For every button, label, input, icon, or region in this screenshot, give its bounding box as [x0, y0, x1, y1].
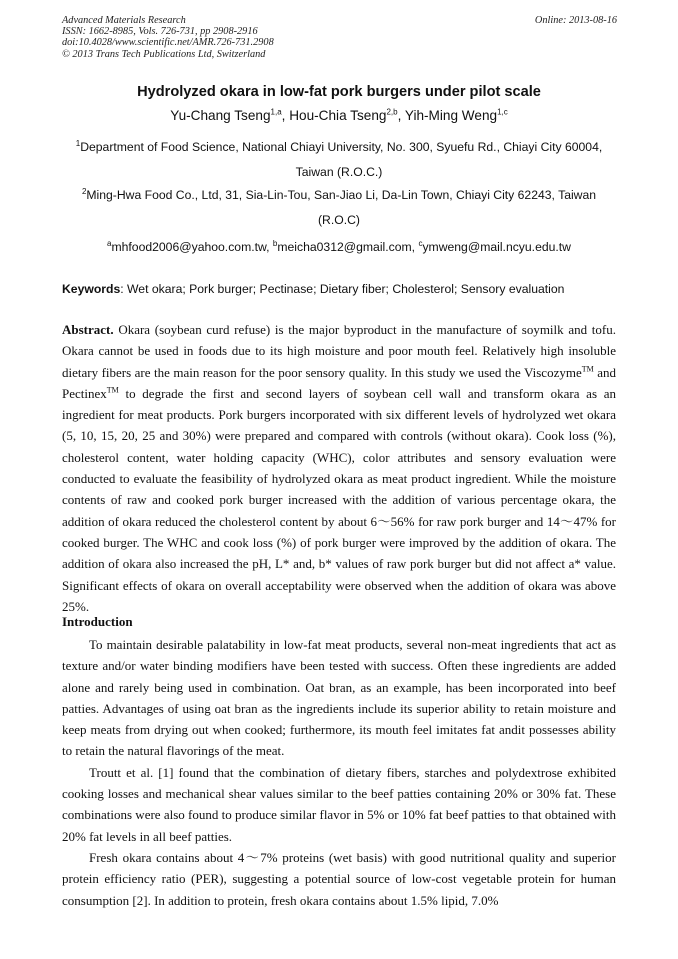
keywords-text: : Wet okara; Pork burger; Pectinase; Dietary fiber; Cholesterol; Sensory evaluation	[120, 282, 565, 296]
trademark-superscript: TM	[106, 385, 119, 395]
journal-name: Advanced Materials Research	[62, 15, 186, 26]
email-address: ymweng@mail.ncyu.edu.tw	[422, 240, 571, 254]
issn-line: ISSN: 1662-8985, Vols. 726-731, pp 2908-2916	[62, 26, 258, 38]
abstract-text: to degrade the first and second layers of soybean cell wall and transform okara as an ingredient for meat products. Pork burgers incorporated with six different levels of hydrolyzed wet okara (5, 10, 15, 20, 25 and 30%) were prepared and compared with controls (without okara). Cook loss (%), cholesterol content, water holding capacity (WHC), color attributes and sensory evaluation were conducted to evaluate the feasibility of hydrolyzed okara as meat product ingredient. While the moisture contents of raw and cooked pork burger increased with the addition of various percentage okara, the addition of okara reduced the cholesterol content by about 6～56% for raw pork burger and 14～47% for cooked burger. The WHC and cook loss (%) of pork burger were improved by the addition of okara. The addition of okara also increased the pH, L* and, b* values of raw pork burger but did not affect a* value. Significant effects of okara on overall acceptability were observed when the addition of okara was above 25%.	[62, 385, 616, 614]
introduction-paragraph: Troutt et al. [1] found that the combination of dietary fibers, starches and polydextrose exhibited cooking losses and mechanical shear values similar to the beef patties containing 20% or 30% fat. These combinations were also found to produce similar flavor in 5% or 10% fat beef patties to that obtained with 20% fat levels in all beef patties.	[62, 764, 616, 844]
journal-header	[62, 15, 617, 60]
abstract-text: Okara (soybean curd refuse) is the major byproduct in the manufacture of soymilk and tofu. Okara cannot be used in foods due to its high moisture and poor mouth feel. Relatively high insoluble dietary fibers are the main reason for the poor sensory quality. In this study we used the Viscozyme	[62, 322, 616, 380]
email-superscript: a	[107, 238, 112, 248]
affiliation-superscript: 1	[75, 138, 81, 148]
author-emails	[62, 240, 616, 254]
author-name: Hou-Chia Tseng	[289, 108, 387, 123]
affiliation-1	[62, 135, 616, 185]
affiliation-2	[62, 183, 616, 233]
affiliation-superscript: 2	[81, 186, 87, 196]
paper-title: Hydrolyzed okara in low-fat pork burgers under pilot scale	[137, 84, 541, 100]
email-superscript: b	[272, 238, 278, 248]
author-superscript: 2,b	[386, 107, 398, 117]
author-name: Yih-Ming Weng	[404, 108, 498, 123]
email-address: mhfood2006@yahoo.com.tw,	[111, 240, 273, 254]
author-name: Yu-Chang Tseng	[170, 108, 271, 123]
email-address: meicha0312@gmail.com,	[277, 240, 419, 254]
email-superscript: c	[418, 238, 423, 248]
author-list: Yu-Chang Tseng$^{1,a}$, Hou-Chia Tseng$^{2,b}$, Yih-Ming Weng$^{1,c}$	[170, 107, 508, 123]
abstract-text: and Pectinex	[62, 364, 616, 401]
abstract-paragraph	[62, 319, 616, 617]
affiliation-text: Department of Food Science, National Chiayi University, No. 300, Syuefu Rd., Chiayi City 60004, Taiwan (R.O.C.)	[80, 140, 603, 179]
introduction-body	[62, 634, 616, 911]
section-heading-introduction: Introduction	[62, 614, 133, 629]
abstract-label: Abstract.	[62, 322, 114, 337]
online-date: Online: 2013-08-16	[534, 15, 617, 26]
doi-line: doi:10.4028/www.scientific.net/AMR.726-731.2908	[62, 37, 274, 49]
author-superscript: 1,a	[270, 107, 282, 117]
affiliation-text: Ming-Hwa Food Co., Ltd, 31, Sia-Lin-Tou, San-Jiao Li, Da-Lin Town, Chiayi City 62243, Taiwan (R.O.C)	[86, 188, 597, 227]
keywords-label: Keywords	[62, 282, 121, 296]
introduction-paragraph: Fresh okara contains about 4～7% proteins (wet basis) with good nutritional quality and superior protein efficiency ratio (PER), suggesting a potential source of low-cost vegetable protein for human consumption [2]. In addition to protein, fresh okara contains about 1.5% lipid, 7.0%	[62, 849, 616, 908]
introduction-paragraph: To maintain desirable palatability in low-fat meat products, several non-meat ingredients that act as texture and/or water binding modifiers have been tested with success. Often these ingredients are added alone and rarely being used in combination. Oat bran, as an example, has been incorporated into beef patties. Advantages of using oat bran as the ingredients include its superior ability to retain moisture and keep meats from drying out when cooked; furthermore, its mouth feel imitates fat andit possesses ability to retain the natural flavorings of the meat.	[62, 637, 616, 759]
copyright-line: © 2013 Trans Tech Publications Ltd, Switzerland	[62, 48, 266, 60]
trademark-superscript: TM	[581, 364, 594, 374]
author-superscript: 1,c	[497, 107, 508, 117]
keywords-line	[62, 282, 616, 296]
